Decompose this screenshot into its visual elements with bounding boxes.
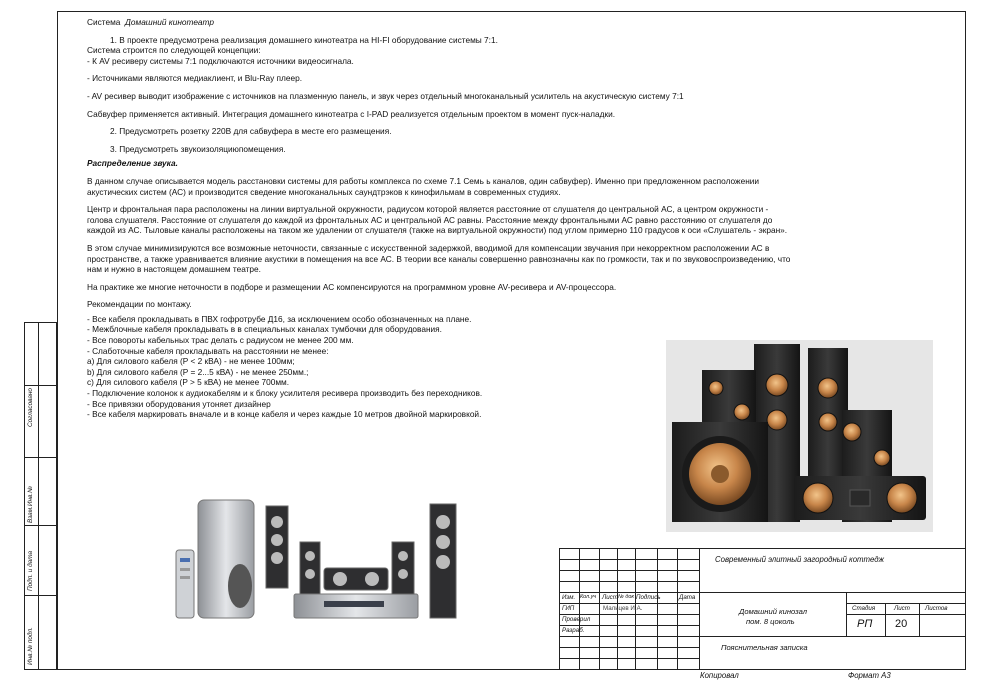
side-label-podp-data: Подп. и дата	[27, 550, 34, 591]
rec-item: - Все повороты кабельных трас делать с радиусом не менее 200 мм.	[87, 335, 354, 346]
col-kol-uch: Кол.уч	[580, 594, 597, 600]
paragraph: Система строится по следующей концепции:	[87, 45, 261, 56]
gip-name: Мальцев И.А.	[603, 605, 643, 612]
rec-item: c) Для силового кабеля (P > 5 кВА) не менее 700мм.	[87, 377, 290, 388]
side-label-vzam-inv: Взам.Инв.№	[27, 486, 34, 523]
paragraph: На практике же многие неточности в подборе и размещении АС компенсируются на программном уровне AV-ресивера и AV-процессора.	[87, 281, 617, 292]
col-data: Дата	[679, 594, 696, 601]
rec-item: - Все кабеля прокладывать в ПВХ гофротрубе Д16, за исключением особо обозначенных на плане.	[87, 313, 472, 324]
section-title: Распределение звука.	[87, 158, 178, 169]
stage-label: Стадия	[852, 605, 876, 612]
sheets-label: Листов	[925, 605, 948, 612]
rec-item: - Все кабеля маркировать вначале и в конце кабеля и через каждые 10 метров двойной маркировкой.	[87, 409, 482, 420]
rec-item: - Слаботочные кабеля прокладывать на расстоянии не менее:	[87, 345, 329, 356]
side-stamp	[24, 322, 57, 670]
paragraph-line: Центр и фронтальная пара расположены на линии виртуальной окружности, радиусом которой является расстояние от слушателя до центральной АС, а центром окружности -	[87, 204, 769, 215]
rec-item: b) Для силового кабеля (P = 2...5 кВА) - не менее 250мм.;	[87, 366, 309, 377]
paragraph-line: пространстве, а также уравнивается влияние акустики в помещения на все АС. В теории все каналы совершенно равнозначны как по громкости, так и по звуковоспроизведению, что	[87, 253, 791, 264]
razrab-label: Разраб.	[562, 627, 585, 634]
paragraph: 3. Предусмотреть звукоизоляциюпомещения.	[110, 143, 286, 154]
system-name: Домашний кинотеатр	[125, 17, 214, 27]
sheet-value: 20	[895, 618, 908, 630]
format-label: Формат А3	[848, 671, 891, 680]
document-title: Пояснительная записка	[721, 643, 808, 652]
proveril-label: Проверил	[562, 616, 591, 623]
paragraph: - AV ресивер выводит изображение с источников на плазменную панель, и звук через отдельный многоканальный усилитель на акустическую систему 7:1	[87, 90, 684, 101]
col-podpis: Подпись	[636, 594, 661, 601]
project-name: Современный элитный загородный коттедж	[715, 555, 884, 564]
paragraph-line: В данном случае описывается модель расстановки системы для работы комплекса по схеме 7.1 Семь ь каналов, один сабвуфер). Именно при предложенном расположении	[87, 175, 760, 186]
col-izm: Изм.	[562, 594, 576, 601]
speaker-system-illustration	[666, 340, 933, 532]
gip-label: ГИП	[562, 605, 575, 612]
sheet-label: Лист	[894, 605, 910, 612]
home-theater-set-illustration	[174, 496, 466, 623]
paragraph-line: нам и нужно в настоящем домашнем театре.	[87, 264, 261, 275]
side-label-inv-podl: Инв.№ подл.	[27, 627, 34, 665]
rec-item: - Межблочные кабеля прокладывать в в специальных каналах тумбочки для оборудования.	[87, 324, 442, 335]
paragraph: 1. В проекте предусмотрена реализация домашнего кинотеатра на HI-FI оборудование системы 7:1.	[110, 34, 498, 45]
paragraph-line: В этом случае минимизируются все возможные неточности, связанные с искусственной задержкой, вводимой для компенсации звучания при некорректном расположении АС в	[87, 242, 770, 253]
paragraph: - Источниками являются медиаклиент, и Blu-Ray плеер.	[87, 73, 303, 84]
stage-value: РП	[857, 618, 873, 630]
rec-item: a) Для силового кабеля (P < 2 кВА) - не менее 100мм;	[87, 356, 295, 367]
system-line: Система Домашний кинотеатр	[87, 17, 214, 27]
paragraph-line: каждой из АС. Тыловые каналы расположены на таком же удалении от слушателя (также на виртуальной окружности) под углом примерно 110 градусов к оси «Слушатель - экран».	[87, 225, 788, 236]
rec-item: - Подключение колонок к аудиокабелям и к блоку усилителя ресивера производить без переходников.	[87, 388, 483, 399]
copied-label: Копировал	[700, 671, 739, 680]
paragraph-line: акустических систем (АС) и производится сведение многоканальных саундтрэков к кинофильмам в современных студиях.	[87, 186, 561, 197]
paragraph-line: голова слушателя. Расстояние от слушателя до каждой из фронтальных АС и центральной АС равны. Расстояние между фронтальными АС равно расстоянию от слушателя до	[87, 214, 773, 225]
object-line2: пом. 8 цоколь	[746, 617, 795, 626]
col-list: Лист	[602, 594, 618, 601]
title-block	[559, 548, 966, 670]
paragraph: 2. Предусмотреть розетку 220В для сабвуфера в месте его размещения.	[110, 126, 392, 137]
paragraph: - К AV ресиверу системы 7:1 подключаются источники видеосигнала.	[87, 55, 354, 66]
side-label-soglasovano: Согласовано	[27, 388, 34, 427]
paragraph: Сабвуфер применяется активный. Интеграция домашнего кинотеатра с I-PAD реализуется отдельным проектом в момент пуск-наладки.	[87, 108, 616, 119]
rec-item: - Все привязки оборудования утоняет дизайнер	[87, 398, 271, 409]
paragraph: Рекомендации по монтажу.	[87, 299, 192, 310]
object-line1: Домашний кинозал	[739, 607, 808, 616]
col-doc: № док	[618, 594, 634, 600]
